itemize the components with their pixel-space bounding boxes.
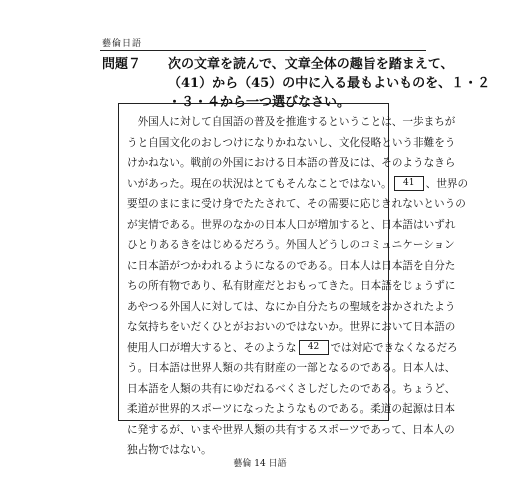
page-header: 藝倫日語 (102, 39, 143, 49)
passage-line: 柔道が世界的スポーツになったようなものである。柔道の起源は日本 (127, 403, 455, 415)
passage-line: あやつる外国人に対しては、なにか自分たちの聖域をおかされたよう (127, 300, 456, 313)
passage-line (127, 338, 458, 359)
passage-text (127, 112, 469, 461)
question-text-line-1: 次の文章を読んで、文章全体の趣旨を踏まえて、 (168, 57, 454, 72)
passage-line: うと自国文化のおしつけになりかねないし、文化侵略という非難をう (127, 136, 456, 149)
passage-line: 外国人に対して自国語の普及を推進するということは、一歩まちが (137, 116, 456, 128)
question-number: 問題７ (102, 57, 142, 72)
page-footer: 藝倫 14 日語 (233, 459, 287, 469)
passage-line: に日本語がつかわれるようになるのである。日本人は日本語を自分た (127, 259, 456, 272)
passage-text-segment: では対応できなくなるだろ (330, 341, 458, 354)
header-divider (100, 50, 426, 51)
passage-line: けかねない。戦前の外国における日本語の普及には、そのようなきら (127, 157, 456, 169)
passage-line: う。日本語は世界人類の共有財産の一部となるのである。日本人は、 (127, 362, 456, 374)
passage-box (118, 103, 469, 456)
passage-line: ひとりあるきをはじめるだろう。外国人どうしのコミュニケーション (127, 239, 455, 251)
passage-line: 日本語を人類の共有にゆだねるべくさしだしたのである。ちょうど、 (127, 382, 456, 395)
passage-text-segment: 使用人口が増大すると、そのような (127, 341, 297, 354)
question-text-line-2: （41）から（45）の中に入る最もよいものを、１・２ (168, 76, 491, 91)
passage-text-segment: 、世界の (425, 177, 469, 190)
passage-line: が実情である。世界のなかの日本人口が増加すると、日本語はいずれ (127, 218, 456, 231)
passage-line (127, 174, 469, 195)
passage-line: 要望のまにまに受け身でたたされて、その需要に応じきれないというの (127, 198, 466, 210)
passage-line: ちの所有物であり、私有財産だとおもってきた。日本語をじょうずに (127, 280, 456, 292)
passage-line: 独占物ではない。 (127, 444, 212, 456)
passage-line: に発するが、いまや世界人類の共有するスポーツであって、日本人の (127, 423, 455, 436)
answer-blank-41: 41 (394, 176, 424, 191)
question-text-line-3: ・３・４から一つ選びなさい。 (168, 95, 351, 110)
answer-blank-42: 42 (299, 340, 329, 355)
passage-line: な気持ちをいだくひとがおおいのではないか。世界において日本語の (127, 321, 456, 333)
passage-text-segment: いがあった。現在の状況はとてもそんなことではない。 (127, 177, 392, 190)
